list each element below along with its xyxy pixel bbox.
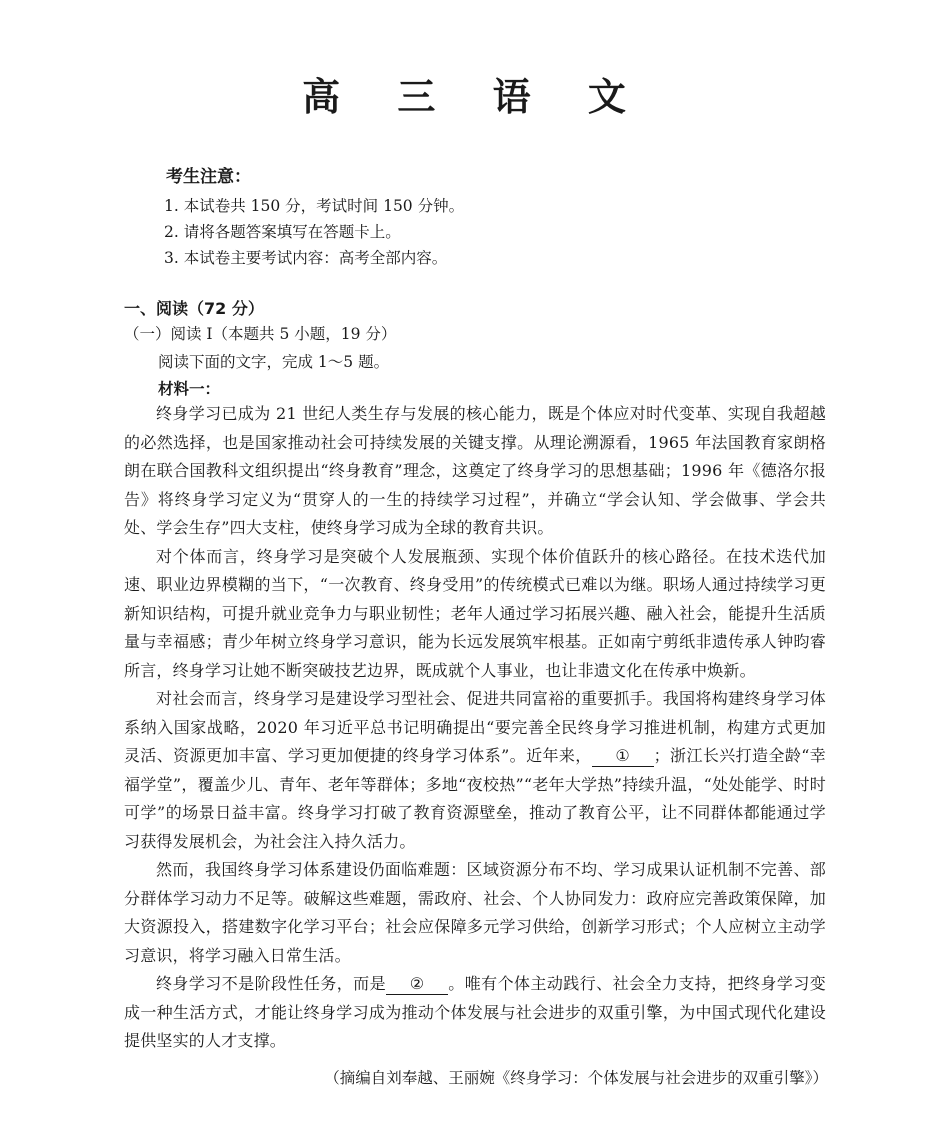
material-heading: 材料一： (158, 380, 221, 398)
notice-item: 3. 本试卷主要考试内容：高考全部内容。 (164, 249, 448, 267)
blank-1: ① (592, 746, 654, 767)
paragraph-3-text-before: 对社会而言，终身学习是建设学习型社会、促进共同富裕的重要抓手。我国将构建终身学习体系纳入国家战略，2020 年习近平总书记明确提出“要完善全民终身学习推进机制，构建方式更加灵活、资源更加丰富、学习更加便捷的终身学习体系”。近年来， (124, 689, 826, 765)
section-heading: 一、阅读（72 分） (124, 299, 264, 318)
notice-heading: 考生注意： (166, 167, 251, 187)
subsection-heading: （一）阅读 Ⅰ（本题共 5 小题，19 分） (124, 325, 397, 343)
paragraph-2: 对个体而言，终身学习是突破个人发展瓶颈、实现个体价值跃升的核心路径。在技术迭代加速、职业边界模糊的当下，“一次教育、终身受用”的传统模式已难以为继。职场人通过持续学习更新知识结构，可提升就业竞争力与职业韧性；老年人通过学习拓展兴趣、融入社会，能提升生活质量与幸福感；青少年树立终身学习意识，能为长远发展筑牢根基。正如南宁剪纸非遗传承人钟昀睿所言，终身学习让她不断突破技艺边界，既成就个人事业，也让非遗文化在传承中焕新。 (124, 546, 826, 680)
source-citation: （摘编自刘奉越、王丽婉《终身学习：个体发展与社会进步的双重引擎》） (324, 1069, 828, 1087)
paragraph-4: 然而，我国终身学习体系建设仍面临难题：区域资源分布不均、学习成果认证机制不完善、部分群体学习动力不足等。破解这些难题，需政府、社会、个人协同发力：政府应完善政策保障，加大资源投入，搭建数字化学习平台；社会应保障多元学习供给，创新学习形式；个人应树立主动学习意识，将学习融入日常生活。 (124, 860, 826, 965)
paragraph-1: 终身学习已成为 21 世纪人类生存与发展的核心能力，既是个体应对时代变革、实现自我超越的必然选择，也是国家推动社会可持续发展的关键支撑。从理论溯源看，1965 年法国教育家朗格朗在联合国教科文组织提出“终身教育”理念，这奠定了终身学习的思想基础；1996 年《德洛尔报告》将终身学习定义为“贯穿人的一生的持续学习过程”，并确立“学会认知、学会做事、学会共处、学会生存”四大支柱，使终身学习成为全球的教育共识。 (124, 404, 826, 537)
paragraph-5 (124, 970, 826, 1056)
reading-instruction: 阅读下面的文字，完成 1～5 题。 (158, 353, 390, 371)
blank-2: ② (386, 974, 448, 995)
notice-item: 2. 请将各题答案填写在答题卡上。 (164, 223, 401, 241)
paragraph-3 (124, 685, 826, 856)
notice-item: 1. 本试卷共 150 分，考试时间 150 分钟。 (164, 197, 465, 215)
paragraph-5-text-after: 。唯有个体主动践行、社会全力支持，把终身学习变成一种生活方式，才能让终身学习成为推动个体发展与社会进步的双重引擎，为中国式现代化建设提供坚实的人才支撑。 (124, 974, 826, 1050)
passage-body (124, 400, 826, 1056)
page-title: 高 三 语 文 (302, 75, 648, 119)
paragraph-5-text-before: 终身学习不是阶段性任务，而是 (156, 974, 387, 993)
candidate-notice (160, 162, 464, 271)
paragraph-3-text-after: ；浙江长兴打造全龄“幸福学堂”，覆盖少儿、青年、老年等群体；多地“夜校热”“老年大学热”持续升温，“处处能学、时时可学”的场景日益丰富。终身学习打破了教育资源壁垒，推动了教育公平，让不同群体都能通过学习获得发展机会，为社会注入持久活力。 (124, 746, 826, 851)
